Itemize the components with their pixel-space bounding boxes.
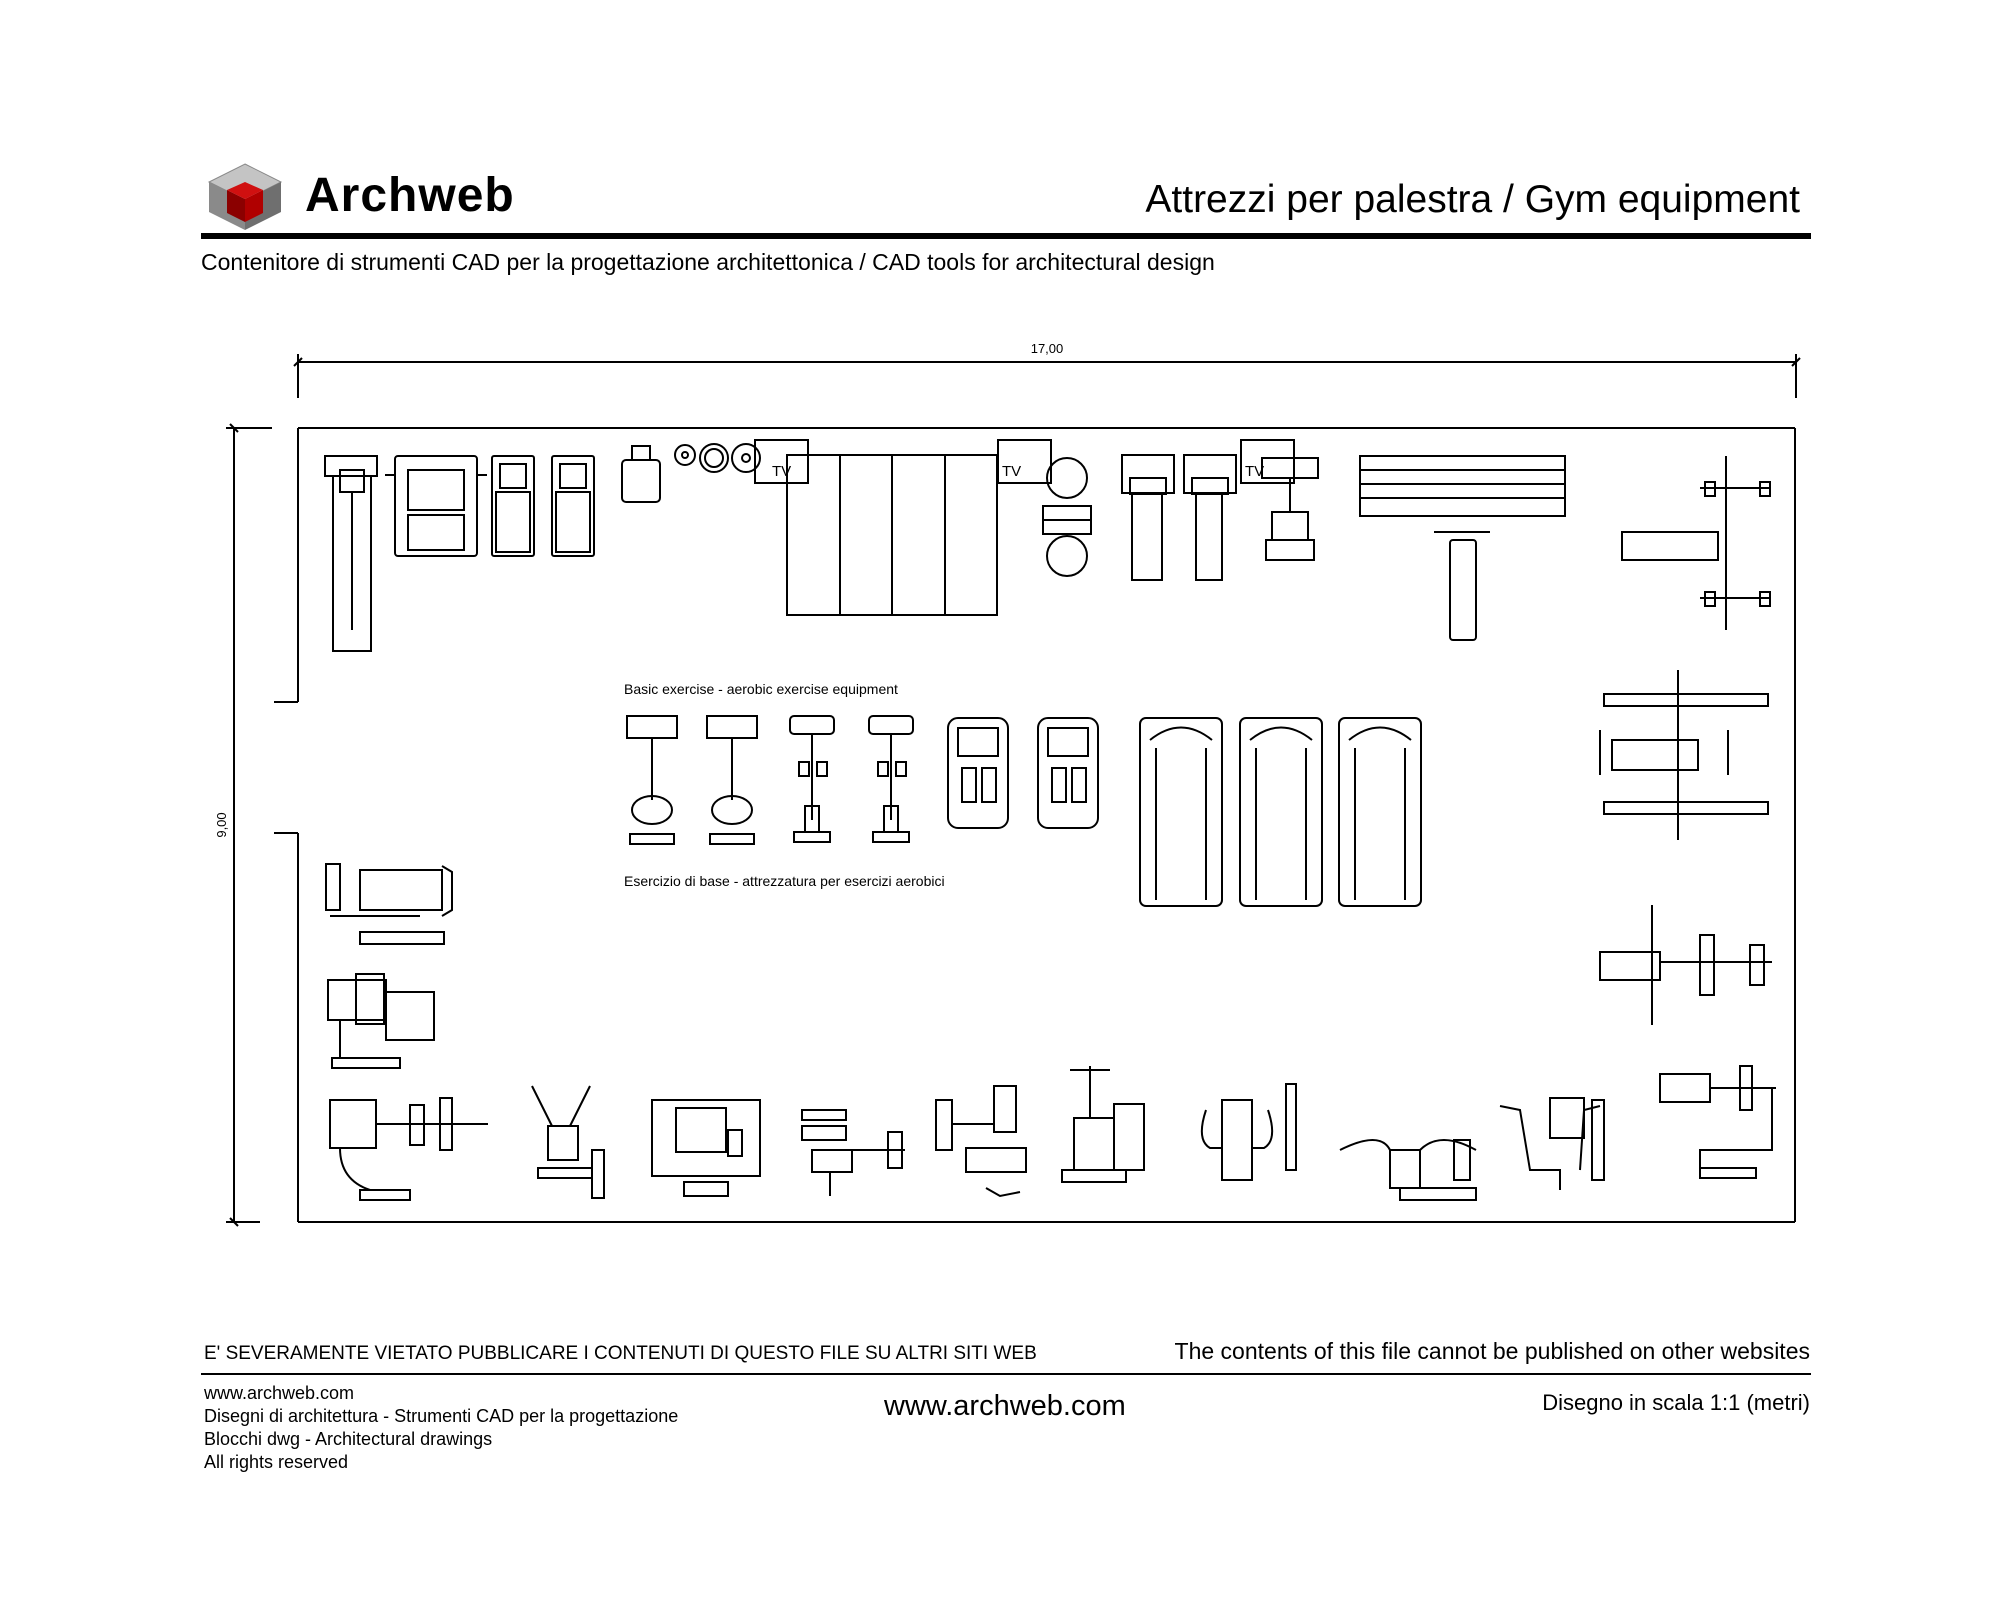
footer-url: www.archweb.com (884, 1390, 1126, 1422)
bottom-station-10 (1660, 1066, 1776, 1178)
footer-line: All rights reserved (204, 1452, 349, 1472)
footer-line: Blocchi dwg - Architectural drawings (204, 1429, 493, 1449)
squat-rack-right (1600, 670, 1768, 840)
footer-line: www.archweb.com (204, 1383, 355, 1403)
footer-rule (201, 1373, 1811, 1375)
bottom-station-2 (532, 1086, 604, 1198)
caption-it: Esercizio di base - attrezzatura per esercizi aerobici (624, 873, 945, 889)
dimension-width (294, 341, 1800, 398)
footer-line: Disegni di architettura - Strumenti CAD per la progettazione (204, 1406, 679, 1426)
mat-panels (787, 455, 997, 615)
stair-climber-2 (1038, 718, 1098, 828)
bottom-station-3 (652, 1100, 760, 1196)
warning-english: The contents of this file cannot be published on other websites (1174, 1338, 1810, 1364)
svg-text:TV: TV (1245, 463, 1265, 480)
caption-en: Basic exercise - aerobic exercise equipment (624, 681, 898, 697)
weight-plates (675, 444, 760, 472)
upright-bike-2 (707, 716, 757, 844)
upright-bike-1 (627, 716, 677, 844)
recumbent-bike-2 (552, 456, 594, 556)
stepper-2 (1184, 455, 1236, 580)
elliptical-2 (869, 716, 913, 842)
bottom-station-7 (1202, 1084, 1296, 1180)
tv-unit-3 (1241, 440, 1294, 483)
bottom-station-8 (1340, 1140, 1476, 1200)
dimension-height (214, 424, 272, 1226)
page-subtitle: Contenitore di strumenti CAD per la progettazione architettonica / CAD tools for architectural design (201, 249, 1215, 275)
dimension-width-label: 17,00 (1030, 341, 1064, 356)
svg-text:TV: TV (1002, 463, 1022, 480)
water-cooler (622, 446, 660, 502)
leg-curl-left (328, 974, 434, 1068)
tv-unit-1 (755, 440, 808, 483)
room-outline (274, 428, 1795, 1222)
svg-text:TV: TV (772, 463, 792, 480)
stair-climber-1 (948, 718, 1008, 828)
bottom-station-5 (936, 1086, 1026, 1196)
footer-left-info (204, 1382, 678, 1474)
leg-extension-right (1600, 905, 1772, 1025)
chest-press-machine (385, 456, 487, 556)
tv-unit-2 (998, 440, 1051, 483)
lat-pulldown-left (326, 864, 452, 944)
bottom-station-1 (330, 1098, 488, 1200)
elliptical-1 (790, 716, 834, 842)
scale-note: Disegno in scala 1:1 (metri) (1542, 1390, 1810, 1415)
treadmill-2 (1240, 718, 1322, 906)
page-title: Attrezzi per palestra / Gym equipment (1145, 178, 1800, 221)
stepper-1 (1122, 455, 1174, 580)
bottom-station-6 (1062, 1066, 1144, 1182)
treadmill-1 (1140, 718, 1222, 906)
logo-text: Archweb (305, 169, 515, 222)
barbell-station-top-right (1622, 456, 1770, 630)
bottom-station-9 (1500, 1098, 1604, 1190)
dimension-height-label: 9,00 (214, 812, 229, 838)
weight-bench-vertical (325, 456, 377, 651)
treadmill-3 (1339, 718, 1421, 906)
long-bench (1360, 456, 1565, 640)
warning-italian: E' SEVERAMENTE VIETATO PUBBLICARE I CONTENUTI DI QUESTO FILE SU ALTRI SITI WEB (204, 1343, 1037, 1364)
leg-press-small (1262, 458, 1318, 560)
bottom-station-4 (802, 1110, 905, 1196)
recumbent-bike-1 (492, 456, 534, 556)
